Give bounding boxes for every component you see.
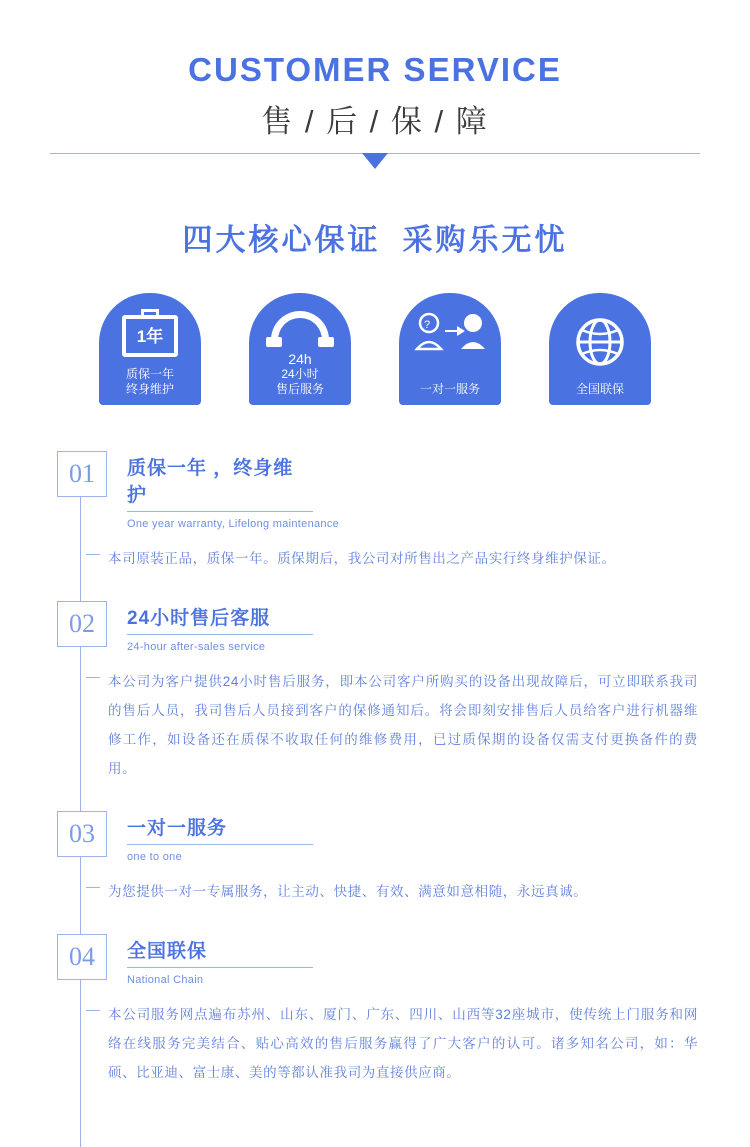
badge-inner-text: 1年: [136, 327, 164, 347]
timeline-dash: [86, 677, 100, 678]
timeline-titles: [127, 811, 313, 863]
timeline-subtitle: one to one: [127, 851, 182, 864]
page-header: [0, 0, 750, 177]
badge-label-line1: 全国联保: [575, 382, 624, 397]
badge-shape: [99, 293, 201, 405]
badge-label-line1: 质保一年: [125, 367, 174, 382]
timeline-number: 03: [57, 811, 107, 857]
timeline-body: [86, 667, 698, 783]
globe-icon: [549, 309, 651, 371]
timeline-title: 全国联保: [127, 936, 313, 968]
badge-label-line2: 终身维护: [125, 382, 174, 397]
timeline-text: 本司原装正品，质保一年。质保期后，我公司对所售出之产品实行终身维护保证。: [108, 551, 616, 567]
subtitle-left: 四大核心保证: [182, 224, 381, 258]
timeline-number: 01: [57, 451, 107, 497]
timeline-titles: [127, 451, 339, 530]
timeline-subtitle: One year warranty, Lifelong maintenance: [127, 518, 340, 531]
timeline-item: [62, 601, 750, 783]
timeline-dash: [86, 554, 100, 555]
one-to-one-service-icon: [399, 309, 501, 371]
badge-national-warranty: [549, 293, 651, 405]
badge-label: [99, 367, 201, 397]
timeline-item: [62, 451, 750, 573]
svg-text:?: ?: [424, 319, 431, 332]
timeline-title: 一对一服务: [127, 813, 313, 845]
timeline-titles: [127, 601, 313, 653]
badge-shape: [549, 293, 651, 405]
service-timeline: [0, 451, 750, 1087]
badge-label: [549, 382, 651, 397]
subtitle-right: 采购乐无忧: [402, 224, 568, 258]
phone-24h-icon: [249, 309, 351, 371]
badge-label: [249, 367, 351, 397]
timeline-item-head: [62, 601, 750, 653]
header-divider: [0, 153, 750, 177]
one-year-warranty-icon: [99, 309, 201, 371]
badge-label: [399, 382, 501, 397]
badge-24h-service: [249, 293, 351, 405]
timeline-titles: [127, 934, 313, 986]
section-subtitle: [0, 215, 750, 259]
page-title-cn: 售 / 后 / 保 / 障: [261, 104, 489, 140]
down-triangle-icon: [362, 153, 388, 169]
timeline-body: [86, 1000, 698, 1087]
badge-inner-text: 24h: [288, 351, 312, 368]
timeline-number: 02: [57, 601, 107, 647]
badge-label-line2: 售后服务: [275, 382, 324, 397]
timeline-title: 24小时售后客服: [127, 603, 313, 635]
badge-one-year-warranty: [99, 293, 201, 405]
timeline-subtitle: National Chain: [127, 974, 204, 987]
timeline-number: 04: [57, 934, 107, 980]
timeline-item-head: [62, 934, 750, 986]
timeline-subtitle: 24-hour after-sales service: [127, 641, 266, 654]
timeline-text: 为您提供一对一专属服务，让主动、快捷、有效、满意如意相随，永远真诚。: [108, 884, 588, 900]
timeline-body: [86, 544, 698, 573]
timeline-item-head: [62, 811, 750, 863]
timeline-body: [86, 877, 698, 906]
page-title-en: CUSTOMER SERVICE: [188, 51, 562, 88]
timeline-title: 质保一年 ，终身维护: [127, 453, 313, 512]
timeline-item: [62, 811, 750, 906]
timeline-text: 本公司服务网点遍布苏州、山东、厦门、广东、四川、山西等32座城市，使传统上门服务和网络在线服务完美结合、贴心高效的售后服务赢得了广大客户的认可。诸多知名公司，如：华硕、比亚迪、富士康、美的等都认准我司为直接供应商。: [108, 1007, 698, 1081]
feature-badge-row: [0, 293, 750, 405]
timeline-item: [62, 934, 750, 1087]
timeline-text: 本公司为客户提供24小时售后服务，即本公司客户所购买的设备出现故障后，可立即联系我司的售后人员，我司售后人员接到客户的保修通知后。将会即刻安排售后人员给客户进行机器维修工作，如设备还在质保不收取任何的维修费用，已过质保期的设备仅需支付更换备件的费用。: [108, 674, 698, 777]
badge-label-line1: 一对一服务: [419, 382, 480, 397]
timeline-dash: [86, 887, 100, 888]
timeline-dash: [86, 1010, 100, 1011]
badge-label-line1: 24小时: [281, 367, 319, 382]
timeline-item-head: [62, 451, 750, 530]
badge-shape: [249, 293, 351, 405]
badge-shape: [399, 293, 501, 405]
badge-one-to-one: [399, 293, 501, 405]
